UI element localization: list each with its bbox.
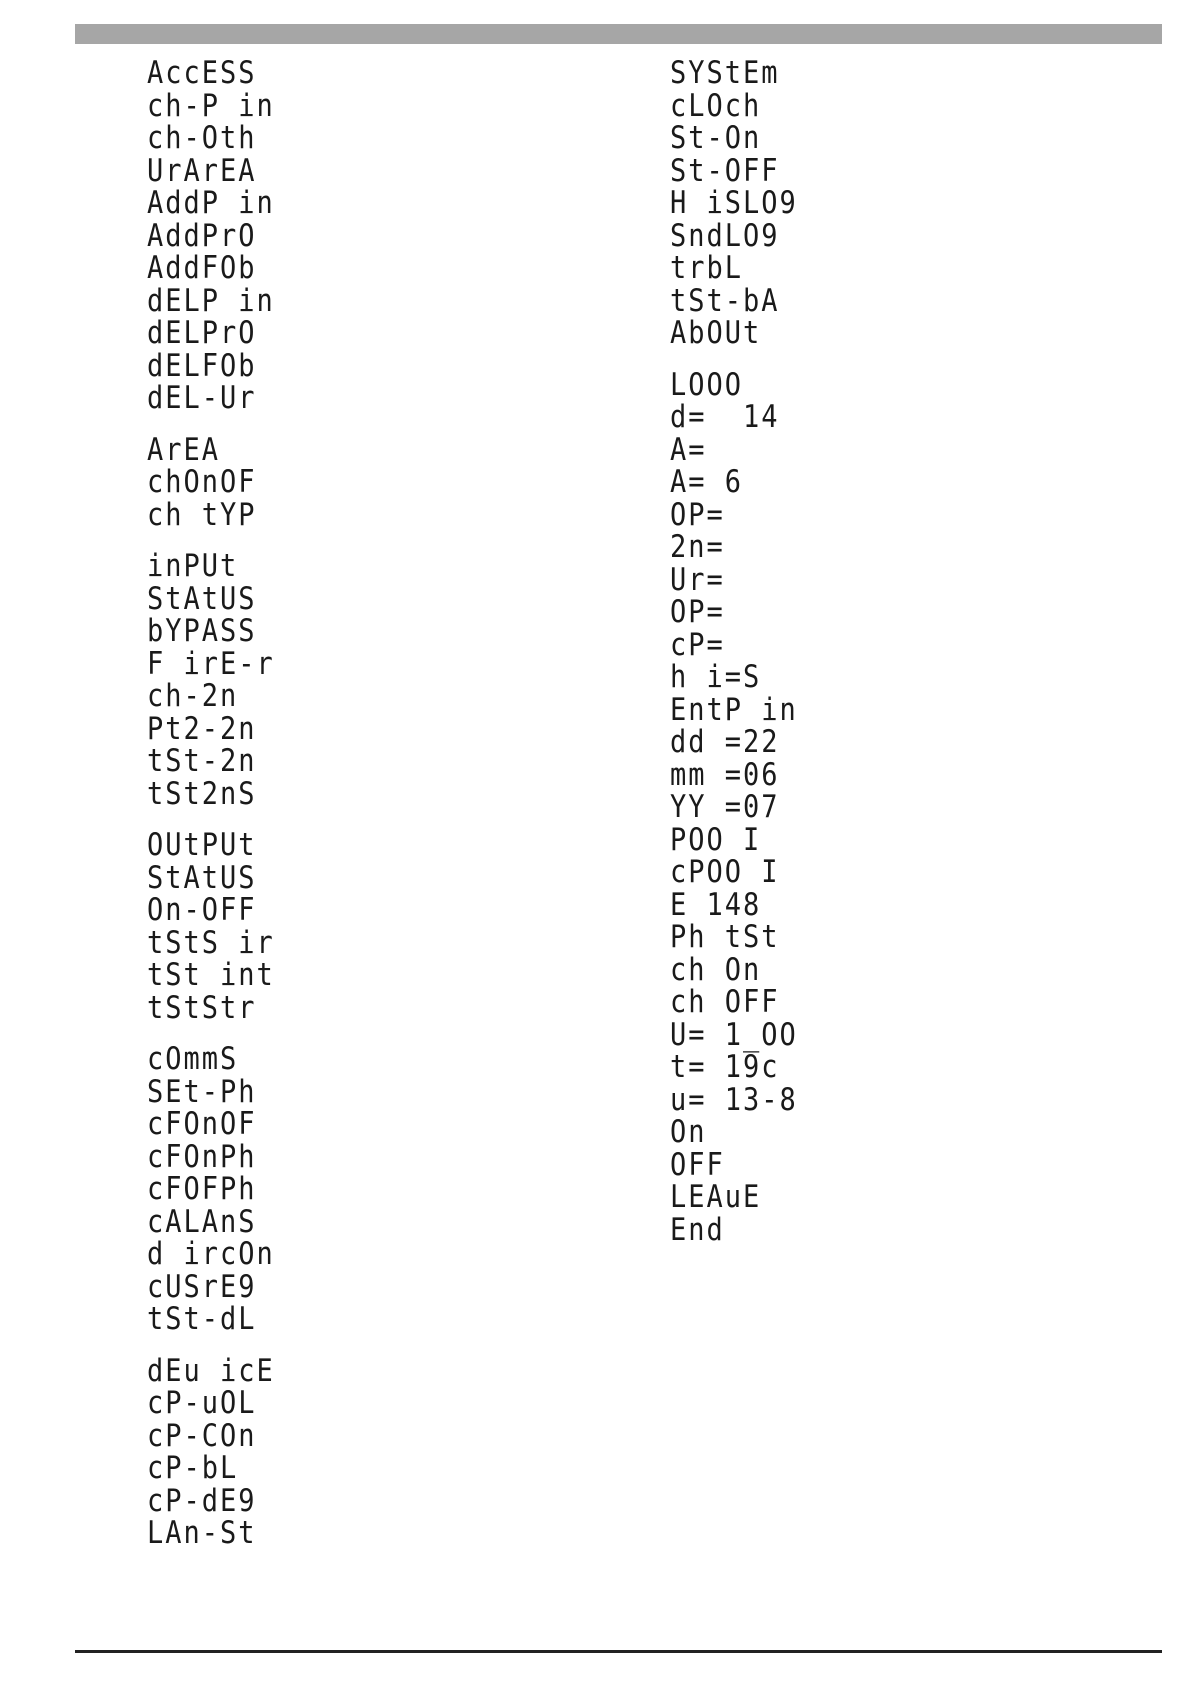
display-code: A= 6 [670, 464, 744, 501]
display-code: LEAuE [670, 1179, 762, 1216]
menu-code: StAtUS [147, 860, 257, 896]
left-column [147, 55, 567, 1570]
menu-code: cFOnOF [147, 1106, 257, 1143]
menu-code: tSt-bA [670, 283, 780, 319]
menu-code: H iSLO9 [670, 185, 798, 222]
menu-code: cP-COn [147, 1418, 257, 1454]
menu-code: dELP in [147, 283, 275, 319]
menu-code: tStStr [147, 990, 257, 1026]
menu-code: cOmmS [147, 1041, 239, 1078]
menu-code: dELPrO [147, 315, 257, 352]
group-comms [147, 1041, 567, 1338]
menu-code: ArEA [147, 432, 221, 468]
display-code: mm =06 [670, 757, 780, 793]
display-code: EntP in [670, 692, 798, 728]
menu-code: AccESS [147, 55, 257, 92]
group-display-messages [670, 367, 1090, 1248]
display-code: OP= [670, 497, 725, 533]
menu-code: cP-bL [147, 1450, 239, 1487]
display-code: ch On [670, 952, 762, 988]
menu-code: ch-2n [147, 678, 239, 715]
group-input [147, 548, 567, 812]
menu-code: tSt-2n [147, 743, 257, 780]
menu-code: UrArEA [147, 153, 257, 189]
menu-code: dELFOb [147, 348, 257, 384]
display-code: t= 19c [670, 1049, 780, 1086]
menu-code: On-OFF [147, 892, 257, 929]
display-code: 2n= [670, 529, 725, 566]
menu-code: SYStEm [670, 55, 780, 92]
menu-code: d ircOn [147, 1236, 275, 1273]
menu-code: chOnOF [147, 464, 257, 501]
group-output [147, 827, 567, 1026]
menu-code: OUtPUt [147, 827, 257, 864]
menu-code: ch tYP [147, 497, 257, 533]
display-code: cPOO I [670, 854, 780, 891]
menu-code: tSt-dL [147, 1301, 257, 1338]
group-device [147, 1353, 567, 1552]
display-code: POO I [670, 822, 762, 858]
display-code: cP= [670, 627, 725, 663]
menu-code: bYPASS [147, 613, 257, 650]
menu-code: ch-P in [147, 88, 275, 124]
menu-code: tStS ir [147, 925, 275, 961]
display-code: d= 14 [670, 399, 780, 436]
display-code: Ph tSt [670, 919, 780, 956]
menu-code: St-OFF [670, 153, 780, 189]
menu-code: trbL [670, 250, 744, 287]
display-code: u= 13-8 [670, 1082, 798, 1118]
menu-code: SEt-Ph [147, 1074, 257, 1110]
menu-code: cP-uOL [147, 1385, 257, 1422]
display-code: OP= [670, 594, 725, 631]
display-code: ch OFF [670, 984, 780, 1021]
menu-code: AddFOb [147, 250, 257, 287]
display-code: U= 1_OO [670, 1017, 798, 1053]
menu-code: StAtUS [147, 581, 257, 617]
menu-code: dEL-Ur [147, 380, 257, 417]
menu-code: cALAnS [147, 1204, 257, 1240]
menu-code: St-On [670, 120, 762, 157]
group-system [670, 55, 1090, 352]
display-code: OFF [670, 1147, 725, 1183]
menu-code: cFOFPh [147, 1171, 257, 1208]
menu-code: F irE-r [147, 646, 275, 682]
display-code: On [670, 1114, 707, 1151]
menu-code: LAn-St [147, 1515, 257, 1552]
menu-code: SndLO9 [670, 218, 780, 254]
display-code: E 148 [670, 887, 762, 923]
menu-code: cP-dE9 [147, 1483, 257, 1519]
right-column [670, 55, 1090, 1266]
menu-code: tSt2nS [147, 776, 257, 812]
menu-code: tSt int [147, 957, 275, 994]
menu-code: dEu icE [147, 1353, 275, 1389]
menu-code: AddPrO [147, 218, 257, 254]
display-code: YY =07 [670, 789, 780, 826]
display-code: h i=S [670, 659, 762, 696]
display-code: A= [670, 432, 707, 468]
group-area [147, 432, 567, 533]
display-code: LOOO [670, 367, 744, 403]
menu-code: cFOnPh [147, 1139, 257, 1175]
group-access [147, 55, 567, 417]
display-code: End [670, 1212, 725, 1248]
footer-rule [75, 1650, 1162, 1653]
display-code: Ur= [670, 562, 725, 598]
menu-code: cLOch [670, 88, 762, 124]
menu-code: Pt2-2n [147, 711, 257, 747]
menu-code: AbOUt [670, 315, 762, 352]
menu-code: ch-Oth [147, 120, 257, 157]
menu-code: cUSrE9 [147, 1269, 257, 1305]
display-code: dd =22 [670, 724, 780, 761]
menu-code: inPUt [147, 548, 239, 585]
header-bar [75, 24, 1162, 44]
menu-code: AddP in [147, 185, 275, 222]
